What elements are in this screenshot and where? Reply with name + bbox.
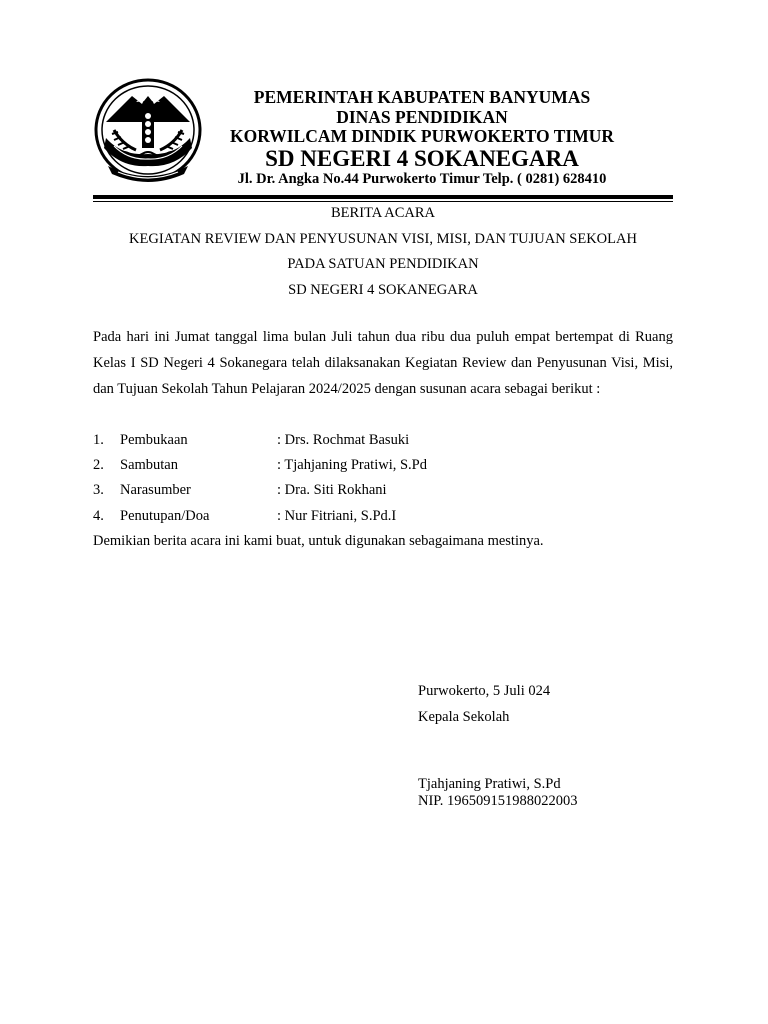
signature-name: Tjahjaning Pratiwi, S.Pd bbox=[418, 776, 561, 792]
letterhead-department: DINAS PENDIDIKAN bbox=[336, 107, 508, 127]
letterhead-government: PEMERINTAH KABUPATEN BANYUMAS bbox=[253, 87, 591, 107]
agenda-number: 2. bbox=[93, 457, 104, 473]
letterhead-school-name: SD NEGERI 4 SOKANEGARA bbox=[265, 146, 579, 171]
agenda-person: : Tjahjaning Pratiwi, S.Pd bbox=[277, 457, 427, 473]
agenda-person: : Drs. Rochmat Basuki bbox=[277, 432, 410, 448]
agenda-number: 4. bbox=[93, 508, 104, 524]
signature-place-date: Purwokerto, 5 Juli 024 bbox=[418, 683, 551, 699]
banyumas-regency-emblem-icon bbox=[92, 74, 204, 186]
agenda-number: 1. bbox=[93, 432, 104, 448]
letterhead-district-office: KORWILCAM DINDIK PURWOKERTO TIMUR bbox=[230, 126, 614, 146]
document-subtitle-activity: KEGIATAN REVIEW DAN PENYUSUNAN VISI, MISI, DAN TUJUAN SEKOLAH bbox=[129, 231, 637, 247]
agenda-label: Sambutan bbox=[120, 457, 178, 473]
agenda-label: Narasumber bbox=[120, 482, 191, 498]
agenda-person: : Nur Fitriani, S.Pd.I bbox=[277, 508, 397, 524]
agenda-person: : Dra. Siti Rokhani bbox=[277, 482, 387, 498]
document-subtitle-unit: PADA SATUAN PENDIDIKAN bbox=[287, 256, 479, 272]
agenda-number: 3. bbox=[93, 482, 104, 498]
letterhead-address: Jl. Dr. Angka No.44 Purwokerto Timur Telp. ( 0281) 628410 bbox=[237, 171, 607, 187]
agenda-label: Penutupan/Doa bbox=[120, 508, 210, 524]
letterhead-divider-thick bbox=[93, 195, 673, 199]
intro-paragraph: Pada hari ini Jumat tanggal lima bulan Juli tahun dua ribu dua puluh empat bertempat di Ruang Kelas I SD Negeri 4 Sokanegara telah dilaksanakan Kegiatan Review dan Penyusunan Visi, Misi, dan Tujuan Sekolah Tahun Pelajaran 2024/2025 dengan susunan acara sebagai berikut : bbox=[93, 329, 673, 397]
letterhead-divider-thin bbox=[93, 201, 673, 202]
signature-position: Kepala Sekolah bbox=[418, 709, 510, 725]
closing-statement: Demikian berita acara ini kami buat, untuk digunakan sebagaimana mestinya. bbox=[93, 533, 544, 549]
document-subtitle-school: SD NEGERI 4 SOKANEGARA bbox=[288, 282, 478, 298]
document-title: BERITA ACARA bbox=[331, 205, 435, 221]
signature-nip: NIP. 196509151988022003 bbox=[418, 793, 578, 809]
agenda-label: Pembukaan bbox=[120, 432, 188, 448]
